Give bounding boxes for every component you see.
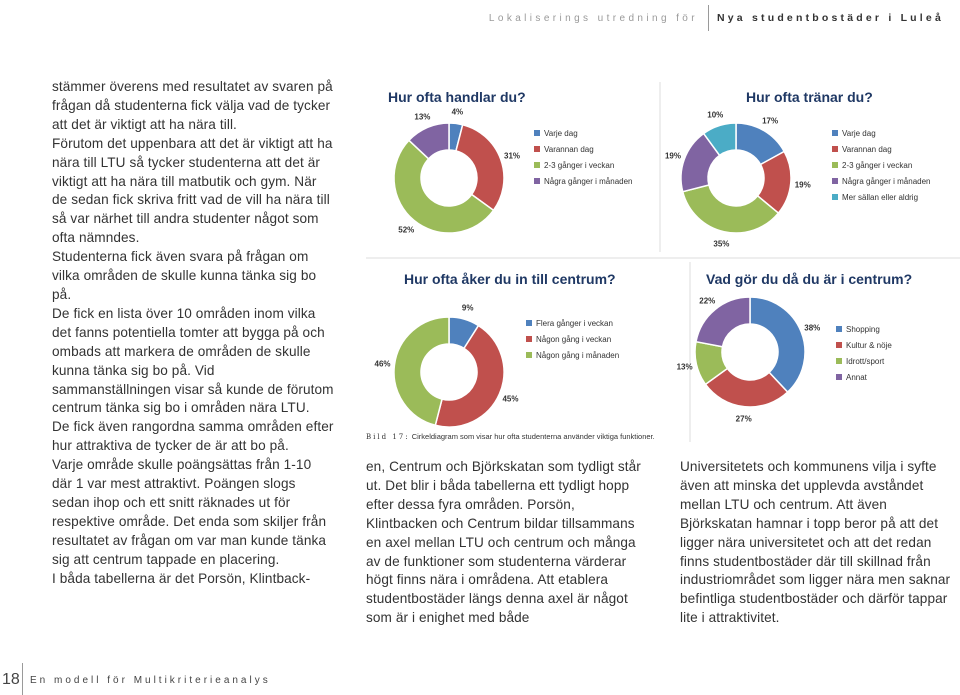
paragraph: De fick även rangordna samma områden efter hur attraktiva de tycker de är att bo på. [52,419,334,454]
legend-swatch [832,178,838,184]
legend-swatch [534,146,540,152]
text-column-3 [680,458,960,628]
pie-chart [665,89,931,248]
page-footer [0,667,960,695]
legend-label: 2-3 gånger i veckan [842,161,913,170]
chart-title: Hur ofta handlar du? [388,89,526,105]
pie-chart [388,89,633,235]
pie-data-label: 22% [699,296,716,306]
pie-chart [375,271,620,427]
legend-swatch [836,342,842,348]
text-column-2 [366,458,647,628]
page-number: 18 [2,671,20,688]
legend-swatch [534,178,540,184]
chart-title: Vad gör du då du är i centrum? [706,271,913,287]
legend-swatch [526,320,532,326]
pie-data-label: 35% [713,239,730,249]
pie-data-label: 17% [762,116,779,126]
pie-data-label: 4% [451,107,464,117]
paragraph: Studenterna fick även svara på frågan om vilka områden de skulle kunna tänka sig bo på. [52,249,317,302]
legend-label: Kultur & nöje [846,341,892,350]
legend-label: Annat [846,373,867,382]
chart-title: Hur ofta tränar du? [746,89,873,105]
legend-label: Flera gånger i veckan [536,319,613,328]
legend-swatch [836,358,842,364]
pie-data-label: 10% [707,110,724,120]
legend-label: Varannan dag [544,145,594,154]
paragraph: Universitetets och kommunens vilja i syfte även att minska det upplevda avståndet mellan LTU och centrum. Att även Björkskatan hamnar i topp beror på att det ligger nära universitetet och att det redan finns studentbostäder där till skillnad från industriområdet som ligger nära men saknar befintliga studentbostäder och därför tappar lite i attraktivitet. [680,459,951,626]
figure-caption [366,432,656,442]
running-header [489,10,944,26]
legend-label: Mer sällan eller aldrig [842,193,919,202]
caption-text: Cirkeldiagram som visar hur ofta studenterna använder viktiga funktioner. [411,432,655,441]
legend-label: Varje dag [842,129,876,138]
pie-data-label: 13% [676,362,693,372]
pie-data-label: 19% [664,151,681,161]
pie-charts-svg [366,82,960,442]
pie-slice-varannan-dag [456,125,504,211]
pie-data-label: 31% [504,151,521,161]
legend-swatch [836,326,842,332]
legend-swatch [534,162,540,168]
legend-swatch [526,336,532,342]
paragraph: I båda tabellerna är det Porsön, Klintback- [52,570,311,586]
pie-data-label: 52% [398,225,415,235]
header-divider [708,5,709,31]
paragraph: en, Centrum och Björkskatan som tydligt står ut. Det blir i båda tabellerna ett tydligt hopp efter dessa fyra områden. Porsön, Klintbacken och Centrum bildar tillsammans en axel mellan LTU och centrum och många av de funktioner som studenterna värderar högt finns nära i områdena. Att etablera studentbostäder längs denna axel är något som är i enighet med både [366,459,641,626]
pie-slice-shopping [750,297,805,392]
header-title: Nya studentbostäder i Luleå [716,12,944,24]
legend-swatch [832,130,838,136]
paragraph: stämmer överens med resultatet av svaren på frågan då studenterna fick välja vad de tycker att det är viktigt att ha nära till. [52,79,333,132]
legend-swatch [836,374,842,380]
pie-charts-panel [366,82,960,442]
legend-label: Varannan dag [842,145,892,154]
pie-data-label: 9% [461,303,474,313]
footer-text: En modell för Multikriterieanalys [30,675,271,686]
legend-label: Några gånger i månaden [842,177,931,186]
legend-swatch [526,352,532,358]
pie-data-label: 38% [804,323,821,333]
legend-swatch [832,146,838,152]
pie-data-label: 19% [794,180,811,190]
paragraph: Varje område skulle poängsättas från 1-10 där 1 var mest attraktivt. Poängen slogs sedan ihop och ett snitt räknades ut för respektive område. Det enda som skiljer från resultatet av frågan om var man kunde tänka sig att centrum tappade en placering. [52,457,327,567]
pie-data-label: 13% [414,112,431,122]
legend-swatch [832,194,838,200]
header-subtitle: Lokaliserings utredning för [488,12,698,24]
legend-label: Någon gång i månaden [536,351,620,360]
footer-divider [22,663,23,695]
text-column-1 [52,78,334,588]
caption-label: Bild 17: [366,433,410,441]
pie-chart [677,271,913,424]
pie-data-label: 45% [502,394,519,404]
legend-swatch [832,162,838,168]
legend-label: 2-3 gånger i veckan [544,161,615,170]
paragraph: De fick en lista över 10 områden inom vilka det fanns potentiella tomter att bygga på och ombads att markera de områden de skulle kunna tänka sig bo på. Vid sammanställningen visar så kunde de förutom centrum tänka sig bo i områden nära LTU. [52,305,334,416]
paragraph: Förutom det uppenbara att det är viktigt att ha nära till LTU så tycker studenterna att det är viktigt att ha nära till matbutik och gym. När de sedan fick skriva fritt vad de vill ha nära till så var närhet till andra studenter något som ofta nämndes. [52,135,333,246]
legend-label: Några gånger i månaden [544,177,633,186]
legend-label: Shopping [846,325,880,334]
legend-label: Varje dag [544,129,578,138]
chart-title: Hur ofta åker du in till centrum? [404,271,616,287]
pie-data-label: 27% [735,414,752,424]
pie-data-label: 46% [374,359,391,369]
legend-swatch [534,130,540,136]
legend-label: Idrott/sport [846,357,885,366]
legend-label: Någon gång i veckan [536,335,612,344]
